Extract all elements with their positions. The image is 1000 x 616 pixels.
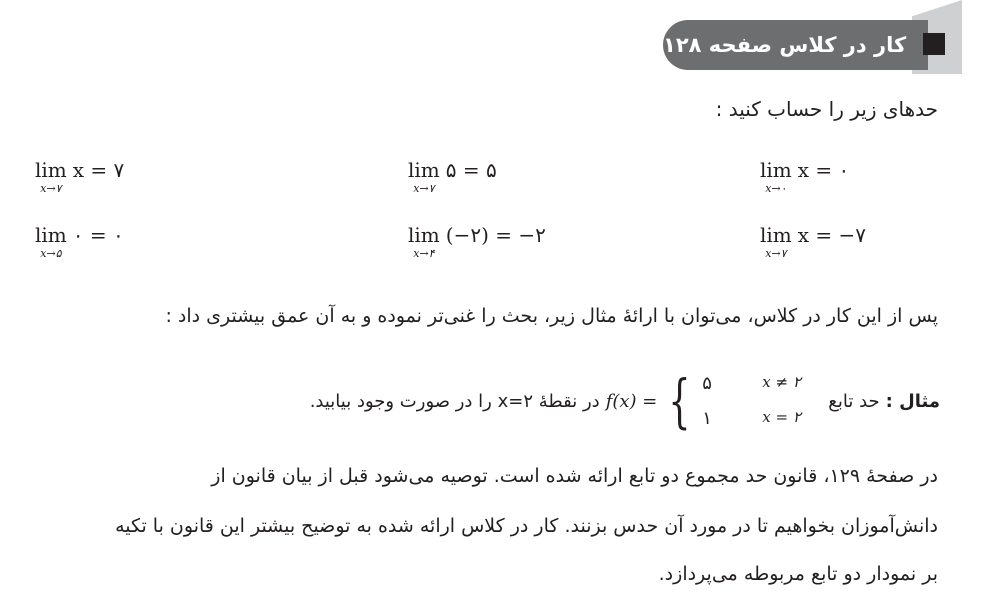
example-label: مثال :	[885, 390, 940, 412]
limit-expression	[408, 225, 546, 259]
limit-value: x = −۷	[797, 223, 867, 247]
paragraph-line: در صفحهٔ ۱۲۹، قانون حد مجموع دو تابع ارائه شده است. توصیه می‌شود قبل از بیان قانون از	[211, 465, 938, 487]
example	[309, 367, 940, 435]
limit-subscript: x→۴	[413, 247, 435, 260]
limit-expression	[760, 160, 849, 194]
limit-subscript: x→۵	[40, 247, 62, 260]
limit-subscript: x→۷	[765, 247, 787, 260]
paragraph-intro: پس از این کار در کلاس، می‌توان با ارائهٔ مثال زیر، بحث را غنی‌تر نموده و به آن عمق بیشتری داد :	[165, 305, 938, 327]
limit-expression	[35, 225, 124, 259]
function-name: f(x) =	[605, 390, 658, 412]
case-condition: x = ۲	[762, 408, 801, 426]
limit-value: ۵ = ۵	[445, 158, 497, 182]
lim-label: lim	[760, 158, 792, 182]
paragraph-line: بر نمودار دو تابع مربوطه می‌پردازد.	[658, 563, 938, 585]
limit-value: x = ۰	[797, 158, 850, 182]
case-condition: x ≠ ۲	[762, 373, 801, 391]
limit-expression	[408, 160, 497, 194]
paragraph-line: دانش‌آموزان بخواهیم تا در مورد آن حدس بزنند. کار در کلاس ارائه شده به توضیح بیشتر این قانون با تکیه	[115, 515, 938, 537]
limit-value: ۰ = ۰	[72, 223, 124, 247]
limit-value: x = ۷	[72, 158, 125, 182]
case-value: ۵	[702, 373, 712, 394]
brace: {	[668, 367, 691, 435]
instruction: حدهای زیر را حساب کنید :	[715, 97, 938, 121]
limit-value: (−۲) = −۲	[445, 223, 546, 247]
lim-label: lim	[408, 223, 440, 247]
section-title: کار در کلاس صفحه ۱۲۸	[663, 33, 907, 57]
example-text-after: در نقطهٔ x=۲ را در صورت وجود بیابید.	[309, 390, 600, 412]
example-text-before: حد تابع	[828, 390, 880, 412]
limit-subscript: x→۷	[413, 182, 435, 195]
limit-expression	[35, 160, 124, 194]
lim-label: lim	[408, 158, 440, 182]
section-header	[663, 20, 928, 70]
square-bullet-icon	[923, 33, 945, 55]
case-value: ۱	[702, 408, 712, 429]
lim-label: lim	[35, 158, 67, 182]
limit-subscript: x→۷	[40, 182, 62, 195]
lim-label: lim	[760, 223, 792, 247]
piecewise-function	[605, 367, 823, 435]
limit-subscript: x→۰	[765, 182, 787, 195]
function-cases	[702, 373, 822, 429]
limit-expression	[760, 225, 866, 259]
lim-label: lim	[35, 223, 67, 247]
